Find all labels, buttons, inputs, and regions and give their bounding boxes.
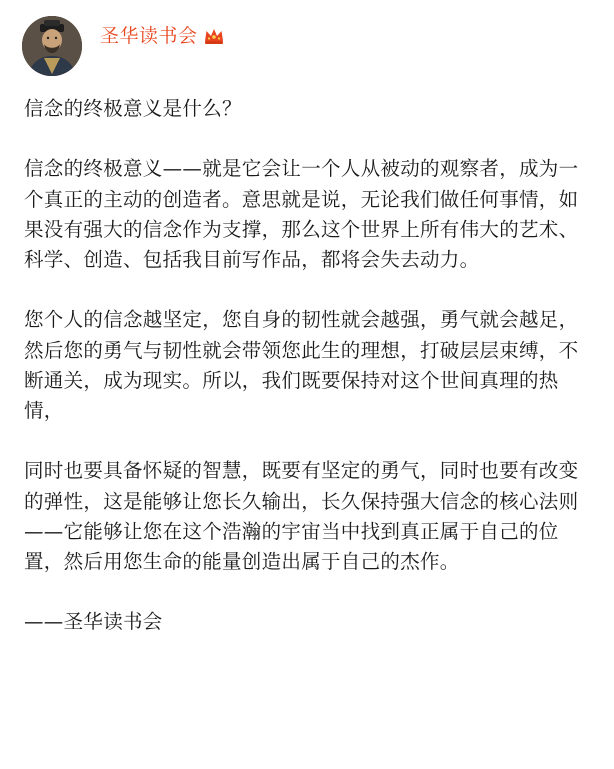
- confucius-portrait-avatar-icon: [22, 16, 82, 76]
- post-paragraph: 您个人的信念越坚定，您自身的韧性就会越强，勇气就会越足，然后您的勇气与韧性就会带领您此生的理想，打破层层束缚，不断通关，成为现实。所以，我们既要保持对这个世间真理的热情，: [24, 308, 579, 422]
- post-paragraph: 信念的终极意义——就是它会让一个人从被动的观察者，成为一个真正的主动的创造者。意思就是说，无论我们做任何事情，如果没有强大的信念作为支撑，那么这个世界上所有伟大的艺术、科学、创造、包括我目前写作品，都将会失去动力。: [24, 157, 579, 271]
- paragraph-spacer: [24, 124, 594, 154]
- avatar[interactable]: [22, 16, 82, 76]
- crown-icon: [204, 27, 224, 45]
- post-paragraph: 同时也要具备怀疑的智慧，既要有坚定的勇气，同时也要有改变的弹性，这是能够让您长久输出，长久保持强大信念的核心法则——它能够让您在这个浩瀚的宇宙当中找到真正属于自己的位置，然后用您生命的能量创造出属于自己的杰作。: [24, 459, 579, 573]
- post-signature: ——圣华读书会: [24, 610, 163, 634]
- author-name[interactable]: 圣华读书会: [100, 25, 198, 47]
- post-header: [22, 15, 224, 77]
- paragraph-spacer: [24, 577, 594, 607]
- author-info: [100, 24, 224, 48]
- post-content: [24, 94, 594, 638]
- paragraph-spacer: [24, 275, 594, 305]
- paragraph-spacer: [24, 426, 594, 456]
- post-question: 信念的终极意义是什么？: [24, 97, 242, 120]
